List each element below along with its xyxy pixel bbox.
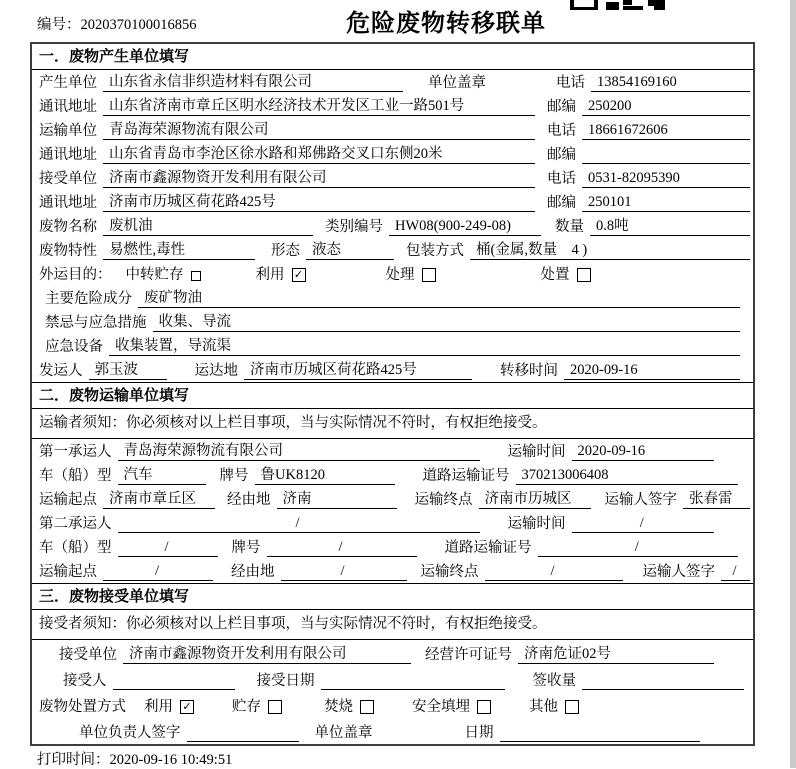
field-value: 济南市历城区荷花路425号 xyxy=(103,193,535,212)
static-label: 外运目的： xyxy=(39,267,112,283)
field-label: 发运人 xyxy=(39,363,83,379)
field-label: 应急设备 xyxy=(45,339,103,355)
section-transporter xyxy=(32,382,753,583)
field-label: 运输时间 xyxy=(507,516,566,532)
checkbox-label: 处理 xyxy=(385,267,415,283)
form-row xyxy=(32,70,753,94)
section-receiver xyxy=(32,583,753,744)
field-label: 运输起点 xyxy=(39,492,97,508)
field-value: / xyxy=(118,514,480,533)
field-label: 道路运输证号 xyxy=(444,540,532,556)
checkbox-icon xyxy=(422,268,436,282)
field-label: 签收量 xyxy=(532,673,576,689)
checkbox-field xyxy=(541,266,591,286)
field-label: 废物名称 xyxy=(39,219,97,235)
checkbox-icon xyxy=(477,700,491,714)
field-label: 电话 xyxy=(547,171,576,187)
static-label: 单位盖章 xyxy=(428,75,486,91)
form-row xyxy=(32,142,753,166)
field-value: 易燃性,毒性 xyxy=(103,241,255,260)
checkbox-icon xyxy=(565,700,579,714)
field-value: 青岛海荣源物流有限公司 xyxy=(118,442,480,461)
field-label: 单位负责人签字 xyxy=(79,725,181,741)
field-label: 通讯地址 xyxy=(39,195,97,211)
field-value: 18661672606 xyxy=(582,121,750,140)
field-label: 产生单位 xyxy=(39,75,97,91)
field-value: 济南市鑫源物资开发利用有限公司 xyxy=(103,169,535,188)
field-value: 0531-82095390 xyxy=(582,169,750,188)
field-label: 主要危险成分 xyxy=(45,291,132,307)
field-label: 车（船）型 xyxy=(39,468,112,484)
checkbox-checked-icon: ✓ xyxy=(292,268,306,282)
field-value: 济南市历城区 xyxy=(479,490,591,509)
form-box xyxy=(30,42,755,746)
field-value: 济南危证02号 xyxy=(518,645,714,664)
field-value: 2020-09-16 xyxy=(564,361,740,380)
field-value: 250200 xyxy=(582,97,750,116)
document-header xyxy=(0,0,796,42)
field-label: 电话 xyxy=(547,123,576,139)
checkbox-field xyxy=(144,698,194,718)
field-value: 桶(金属,数量 4 ) xyxy=(470,241,750,260)
field-value: / xyxy=(572,514,715,533)
field-value xyxy=(500,741,700,742)
form-row xyxy=(32,94,753,118)
field-value: 2020-09-16 xyxy=(572,442,715,461)
field-label: 邮编 xyxy=(547,147,576,163)
form-row xyxy=(32,166,753,190)
field-label: 形态 xyxy=(271,243,300,259)
checkbox-label: 中转贮存 xyxy=(125,267,184,283)
static-label: 单位盖章 xyxy=(314,725,373,741)
field-label: 经营许可证号 xyxy=(425,647,512,663)
field-label: 废物特性 xyxy=(39,243,97,259)
checkbox-icon xyxy=(360,700,374,714)
notice-text: 运输者须知：你必须核对以上栏目事项，当与实际情况不符时，有权拒绝接受。 xyxy=(32,409,753,439)
form-row xyxy=(32,559,753,583)
field-label: 包装方式 xyxy=(406,243,464,259)
scrollbar-track[interactable] xyxy=(790,0,796,768)
field-value: / xyxy=(721,562,750,581)
field-value: 济南市章丘区 xyxy=(103,490,215,509)
field-label: 转移时间 xyxy=(500,363,558,379)
field-value: / xyxy=(118,538,218,557)
field-value: 收集、导流 xyxy=(153,313,741,332)
form-row xyxy=(32,487,753,511)
checkbox-field xyxy=(324,698,374,718)
section-title: 三．废物接受单位填写 xyxy=(32,584,753,610)
field-value: / xyxy=(267,538,417,557)
field-value: 张春雷 xyxy=(683,490,750,509)
field-label: 邮编 xyxy=(547,195,576,211)
field-value: / xyxy=(485,562,623,581)
form-row xyxy=(32,535,753,559)
field-value: 济南市鑫源物资开发利用有限公司 xyxy=(123,645,411,664)
checkbox-field xyxy=(256,266,306,286)
print-time-label: 打印时间： xyxy=(37,752,110,768)
field-label: 接受日期 xyxy=(256,673,315,689)
checkbox-label: 贮存 xyxy=(232,699,261,715)
checkbox-field xyxy=(529,698,579,718)
field-value: HW08(900-249-08) xyxy=(389,217,541,236)
field-label: 运输人签字 xyxy=(642,564,715,580)
checkbox-label: 处置 xyxy=(540,267,570,283)
field-value: 0.8吨 xyxy=(590,217,750,236)
field-label: 运输单位 xyxy=(39,123,97,139)
field-label: 第二承运人 xyxy=(39,516,112,532)
checkbox-icon xyxy=(577,268,591,282)
field-value: 汽车 xyxy=(118,466,206,485)
checkbox-icon xyxy=(268,700,282,714)
field-label: 牌号 xyxy=(231,540,261,556)
field-label: 运输终点 xyxy=(420,564,479,580)
page-title: 危险废物转移联单 xyxy=(346,10,546,37)
field-label: 通讯地址 xyxy=(39,99,97,115)
serial-label: 编号： xyxy=(37,17,81,33)
form-row xyxy=(32,692,753,718)
form-row xyxy=(32,310,753,334)
field-value: / xyxy=(538,538,739,557)
form-row xyxy=(32,640,753,666)
checkbox-field xyxy=(386,266,436,286)
field-value: 山东省青岛市李沧区徐水路和郑佛路交叉口东侧20米 xyxy=(103,145,535,164)
field-value: 山东省济南市章丘区明水经济技术开发区工业一路501号 xyxy=(103,97,535,116)
field-label: 日期 xyxy=(464,725,494,741)
checkbox-icon xyxy=(191,271,201,281)
field-value: 370213006408 xyxy=(516,466,739,485)
field-value: 液态 xyxy=(306,241,394,260)
field-value: 废机油 xyxy=(103,217,313,236)
form-row xyxy=(32,214,753,238)
form-row xyxy=(32,262,753,286)
serial-number xyxy=(37,13,197,34)
checkbox-field xyxy=(412,698,491,718)
field-value: 青岛海荣源物流有限公司 xyxy=(103,121,535,140)
checkbox-label: 焚烧 xyxy=(324,699,353,715)
field-value xyxy=(582,163,750,164)
field-value: 13854169160 xyxy=(591,73,750,92)
field-value: 山东省永信非织造材料有限公司 xyxy=(103,73,403,92)
field-label: 数量 xyxy=(555,219,584,235)
field-value: / xyxy=(281,562,407,581)
field-label: 类别编号 xyxy=(325,219,383,235)
field-label: 接受单位 xyxy=(59,647,117,663)
checkbox-label: 利用 xyxy=(144,699,173,715)
field-value: 收集装置，导流渠 xyxy=(109,337,740,356)
print-time xyxy=(37,748,232,769)
field-label: 接受单位 xyxy=(39,171,97,187)
field-label: 通讯地址 xyxy=(39,147,97,163)
section-title: 二．废物运输单位填写 xyxy=(32,383,753,409)
checkbox-label: 安全填埋 xyxy=(412,699,470,715)
field-label: 禁忌与应急措施 xyxy=(45,315,147,331)
form-row xyxy=(32,238,753,262)
field-label: 经由地 xyxy=(227,492,271,508)
field-value: 郭玉波 xyxy=(89,361,167,380)
field-value xyxy=(187,741,299,742)
field-label: 电话 xyxy=(556,75,585,91)
form-row xyxy=(32,463,753,487)
static-label: 废物处置方式 xyxy=(39,699,126,715)
notice-text: 接受者须知：你必须核对以上栏目事项，当与实际情况不符时，有权拒绝接受。 xyxy=(32,610,753,640)
field-value: 济南市历城区荷花路425号 xyxy=(244,361,472,380)
field-label: 道路运输证号 xyxy=(422,468,510,484)
field-label: 运输时间 xyxy=(507,444,566,460)
checkbox-field xyxy=(232,698,282,718)
field-value xyxy=(582,689,744,690)
form-row xyxy=(32,118,753,142)
form-row xyxy=(32,439,753,463)
form-row xyxy=(32,286,753,310)
checkbox-label: 其他 xyxy=(529,699,558,715)
field-value: / xyxy=(103,562,213,581)
field-value: 鲁UK8120 xyxy=(255,466,395,485)
field-value: 废矿物油 xyxy=(138,289,740,308)
field-label: 运输人签字 xyxy=(604,492,677,508)
field-label: 接受人 xyxy=(63,673,107,689)
field-value xyxy=(321,689,505,690)
field-label: 邮编 xyxy=(547,99,576,115)
field-label: 运达地 xyxy=(194,363,238,379)
field-label: 运输起点 xyxy=(39,564,97,580)
checkbox-label: 利用 xyxy=(255,267,285,283)
form-row xyxy=(32,666,753,692)
field-label: 牌号 xyxy=(219,468,249,484)
qr-code-partial-icon xyxy=(570,0,665,10)
checkbox-checked-icon: ✓ xyxy=(180,700,194,714)
print-time-value: 2020-09-16 10:49:51 xyxy=(109,752,233,768)
serial-value: 2020370100016856 xyxy=(80,17,197,33)
field-label: 经由地 xyxy=(231,564,275,580)
checkbox-field xyxy=(126,266,201,286)
field-value xyxy=(113,689,235,690)
field-label: 第一承运人 xyxy=(39,444,112,460)
field-value: 济南 xyxy=(277,490,397,509)
field-label: 车（船）型 xyxy=(39,540,112,556)
field-label: 运输终点 xyxy=(414,492,473,508)
form-row xyxy=(32,718,753,744)
field-value: 250101 xyxy=(582,193,750,212)
section-producer xyxy=(32,44,753,382)
form-row xyxy=(32,190,753,214)
section-title: 一．废物产生单位填写 xyxy=(32,44,753,70)
form-row xyxy=(32,358,753,382)
form-row xyxy=(32,511,753,535)
form-row xyxy=(32,334,753,358)
